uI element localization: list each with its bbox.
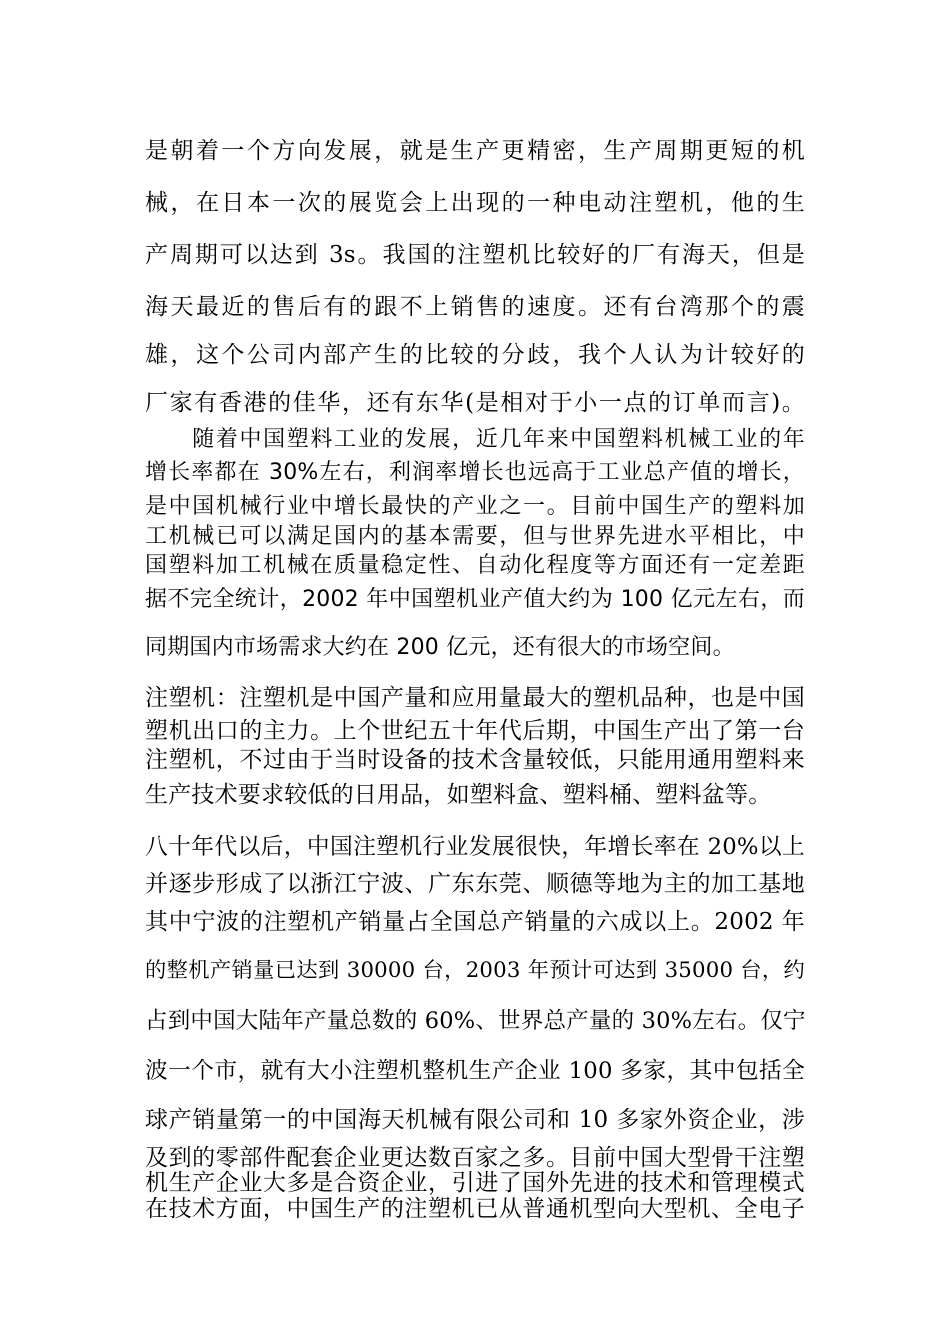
text-line: 增长率都在 30%左右，利润率增长也远高于工业总产值的增长， [145,460,805,485]
text-line: 据不完全统计，2002 年中国塑机业产值大约为 100 亿元左右，而 [145,587,805,612]
text-line: 随着中国塑料工业的发展，近几年来中国塑料机械工业的年 [145,427,805,452]
text-line: 是朝着一个方向发展，就是生产更精密，生产周期更短的机 [145,138,805,164]
text-line: 机生产企业大多是合资企业，引进了国外先进的技术和管理模式 [145,1170,805,1196]
text-line: 注塑机，不过由于当时设备的技术含量较低，只能用通用塑料来 [145,747,805,773]
text-line: 是中国机械行业中增长最快的产业之一。目前中国生产的塑料加 [145,494,805,519]
text-line: 工机械已可以满足国内的基本需要，但与世界先进水平相比，中 [145,524,805,549]
text-line: 塑机出口的主力。上个世纪五十年代后期，中国生产出了第一台 [145,718,805,744]
text-line: 厂家有香港的佳华，还有东华(是相对于小一点的订单而言)。 [145,390,805,416]
text-line: 波一个市，就有大小注塑机整机生产企业 100 多家，其中包括全 [145,1058,805,1084]
text-line: 在技术方面，中国生产的注塑机已从普通机型向大型机、全电子 [145,1196,805,1222]
text-line: 生产技术要求较低的日用品，如塑料盒、塑料桶、塑料盆等。 [145,782,772,808]
text-line: 及到的零部件配套企业更达数百家之多。目前中国大型骨干注塑 [145,1145,805,1171]
text-line: 注塑机：注塑机是中国产量和应用量最大的塑机品种，也是中国 [145,685,805,711]
text-line: 球产销量第一的中国海天机械有限公司和 10 多家外资企业，涉 [145,1107,805,1133]
text-line: 国塑料加工机械在质量稳定性、自动化程度等方面还有一定差距 [145,553,805,578]
text-line: 雄，这个公司内部产生的比较的分歧，我个人认为计较好的 [145,342,805,368]
text-line: 海天最近的售后有的跟不上销售的速度。还有台湾那个的震 [145,294,805,320]
text-line: 产周期可以达到 3s。我国的注塑机比较好的厂有海天，但是 [145,242,805,268]
text-line: 械，在日本一次的展览会上出现的一种电动注塑机，他的生 [145,190,805,216]
text-line: 的整机产销量已达到 30000 台，2003 年预计可达到 35000 台，约 [145,958,805,983]
text-line: 同期国内市场需求大约在 200 亿元，还有很大的市场空间。 [145,635,735,660]
text-line: 并逐步形成了以浙江宁波、广东东莞、顺德等地为主的加工基地 [145,871,805,897]
text-line: 其中宁波的注塑机产销量占全国总产销量的六成以上。2002 年 [145,909,805,935]
text-line: 八十年代以后，中国注塑机行业发展很快，年增长率在 20%以上 [145,834,805,860]
text-line: 占到中国大陆年产量总数的 60%、世界总产量的 30%左右。仅宁 [145,1008,806,1034]
